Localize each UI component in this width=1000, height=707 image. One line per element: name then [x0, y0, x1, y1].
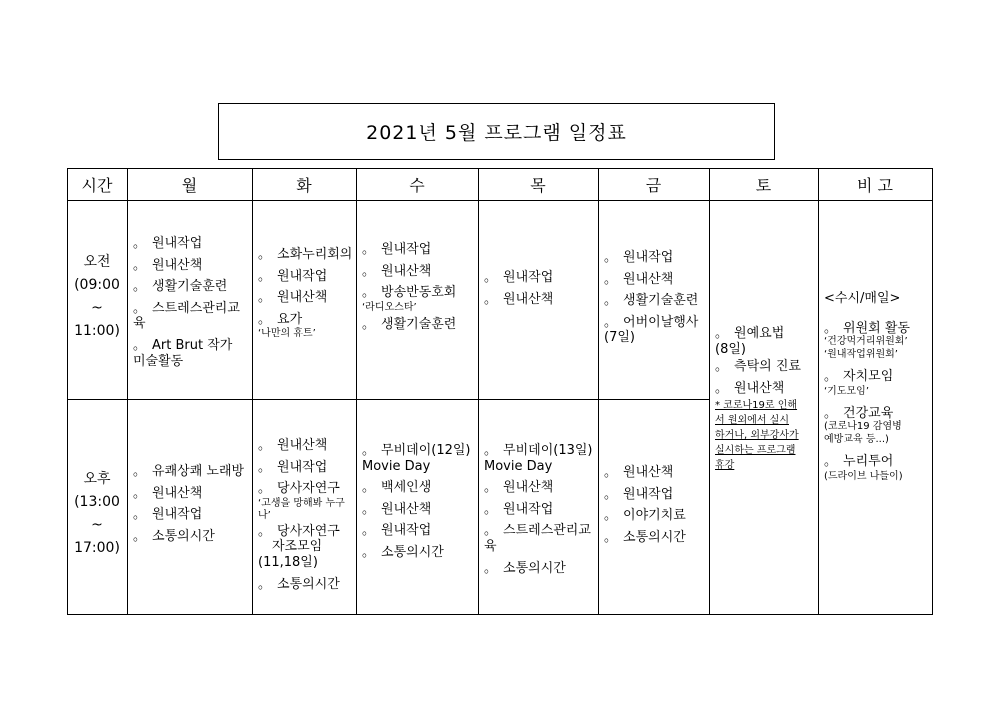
list-item: 。 생활기술훈련 — [604, 293, 699, 309]
list-item: 。 원내산책 — [133, 485, 203, 501]
cell-remarks — [824, 291, 930, 483]
list-item-cont: (11,18일) — [258, 554, 318, 570]
list-item: 。 원내산책 — [604, 465, 674, 480]
cell-am-mon — [133, 236, 251, 375]
list-item: 。 누리투어 — [824, 454, 894, 470]
list-item-cont: Movie Day — [362, 458, 431, 474]
list-item-cont: 미술활동 — [133, 353, 184, 369]
page-title: 2021년 5월 프로그램 일정표 — [218, 103, 775, 160]
list-item: 。 원내산책 — [604, 271, 674, 287]
cell-pm-thu — [484, 443, 596, 582]
list-item: 。 원내작업 — [133, 507, 203, 523]
list-item: 。 원내작업 — [133, 236, 203, 251]
header-wed: 수 — [409, 175, 425, 195]
header-remarks: 비 고 — [857, 175, 893, 195]
list-item-sub: (코로나19 감염병 — [824, 421, 902, 433]
list-item-sub: ‘기도모임’ — [824, 385, 869, 397]
header-tue: 화 — [296, 175, 312, 195]
list-item: 。 원내작업 — [484, 501, 554, 517]
list-item: 。 원내산책 — [484, 480, 554, 496]
header-mon: 월 — [181, 175, 198, 195]
list-item: 。 스트레스관리교육 — [133, 300, 240, 332]
list-item: 。 소통의시간 — [258, 576, 340, 592]
list-item: 。 생활기술훈련 — [133, 279, 228, 295]
list-item: 。 소통의시간 — [604, 529, 686, 545]
list-item: 。 백세인생 — [362, 480, 432, 496]
list-item: 。 소통의시간 — [133, 528, 215, 544]
remarks-header: <수시/매일> — [824, 291, 901, 306]
cell-am-tue — [258, 247, 354, 340]
list-item: 。 스트레스관리교육 — [484, 523, 591, 554]
list-item: 。 원내산책 — [133, 257, 203, 273]
list-item: 。 이야기치료 — [604, 508, 686, 524]
list-item-sub: ‘원내작업위원회’ — [824, 349, 898, 361]
header-time: 시간 — [81, 175, 113, 195]
list-item: 。 원내작업 — [258, 459, 328, 475]
list-item: 。 원내작업 — [604, 486, 674, 502]
list-item: 。 원내산책 — [362, 501, 432, 517]
list-item: 。 측탁의 진료 — [715, 359, 801, 375]
list-item-sub: 예방교육 등...) — [824, 434, 889, 446]
list-item: 。 원내작업 — [362, 242, 432, 257]
list-item: 。 무비데이(13일) — [484, 443, 593, 458]
notice-text: * 코로나19로 인해 서 원외에서 실시 하거나, 외부강사가 실시하는 프로그램 휴강 — [715, 400, 799, 472]
list-item: 。 원내산책 — [484, 291, 554, 307]
list-item: 。 Art Brut 작가 — [133, 337, 233, 353]
list-item: 。 유쾌상쾌 노래방 — [133, 464, 245, 479]
list-item: 。 무비데이(12일) — [362, 443, 471, 458]
list-item-sub: (드라이브 나들이) — [824, 470, 903, 482]
list-item: 。 당사자연구 — [258, 523, 340, 539]
list-item: 。 요가 — [258, 311, 303, 327]
list-item: 。 소화누리회의 — [258, 247, 353, 262]
header-thu: 목 — [530, 175, 546, 195]
time-am: 오전 (09:00 ~ 11:00) — [74, 254, 120, 340]
cell-sat — [715, 326, 815, 473]
list-item-sub: ‘라디오스타’ — [362, 301, 417, 313]
cell-am-wed — [362, 242, 476, 338]
list-item-cont: Movie Day — [484, 458, 553, 474]
cell-pm-fri — [604, 465, 708, 551]
list-item-cont: (8일) — [715, 341, 746, 357]
list-item: 。 원내작업 — [362, 523, 432, 539]
list-item: 。 당사자연구 — [258, 481, 340, 497]
cell-am-fri — [604, 250, 708, 352]
list-item: 。 자치모임 — [824, 369, 894, 385]
list-item: 。 원예요법 — [715, 326, 785, 341]
list-item-cont: 자조모임 — [272, 539, 323, 555]
list-item-cont: (7일) — [604, 330, 635, 346]
cell-am-thu — [484, 270, 596, 313]
list-item: 。 원내산책 — [362, 263, 432, 279]
list-item: 。 소통의시간 — [484, 560, 566, 576]
header-sat: 토 — [755, 175, 772, 195]
list-item: 。 원내작업 — [604, 250, 674, 265]
cell-pm-mon — [133, 464, 251, 550]
list-item: 。 생활기술훈련 — [362, 316, 457, 332]
list-item: 。 위원회 활동 — [824, 320, 910, 336]
list-item: 。 소통의시간 — [362, 544, 444, 560]
list-item-sub: ‘고생을 망해봐 누구나’ — [258, 497, 345, 521]
list-item-sub: ‘건강먹거리위원회’ — [824, 336, 908, 348]
list-item: 。 건강교육 — [824, 405, 894, 421]
list-item: 。 원내산책 — [258, 290, 328, 306]
list-item: 。 방송반동호회 — [362, 285, 457, 301]
list-item: 。 어버이날행사 — [604, 314, 699, 330]
list-item: 。 원내작업 — [484, 270, 554, 285]
header-fri: 금 — [645, 175, 662, 195]
cell-pm-wed — [362, 443, 476, 567]
list-item: 。 원내작업 — [258, 268, 328, 284]
list-item: 。 원내산책 — [715, 380, 785, 396]
cell-pm-tue — [258, 438, 354, 598]
list-item: 。 원내산책 — [258, 438, 328, 453]
list-item-sub: ‘나만의 휴트’ — [258, 328, 316, 340]
time-pm: 오후 (13:00 ~ 17:00) — [74, 471, 120, 557]
